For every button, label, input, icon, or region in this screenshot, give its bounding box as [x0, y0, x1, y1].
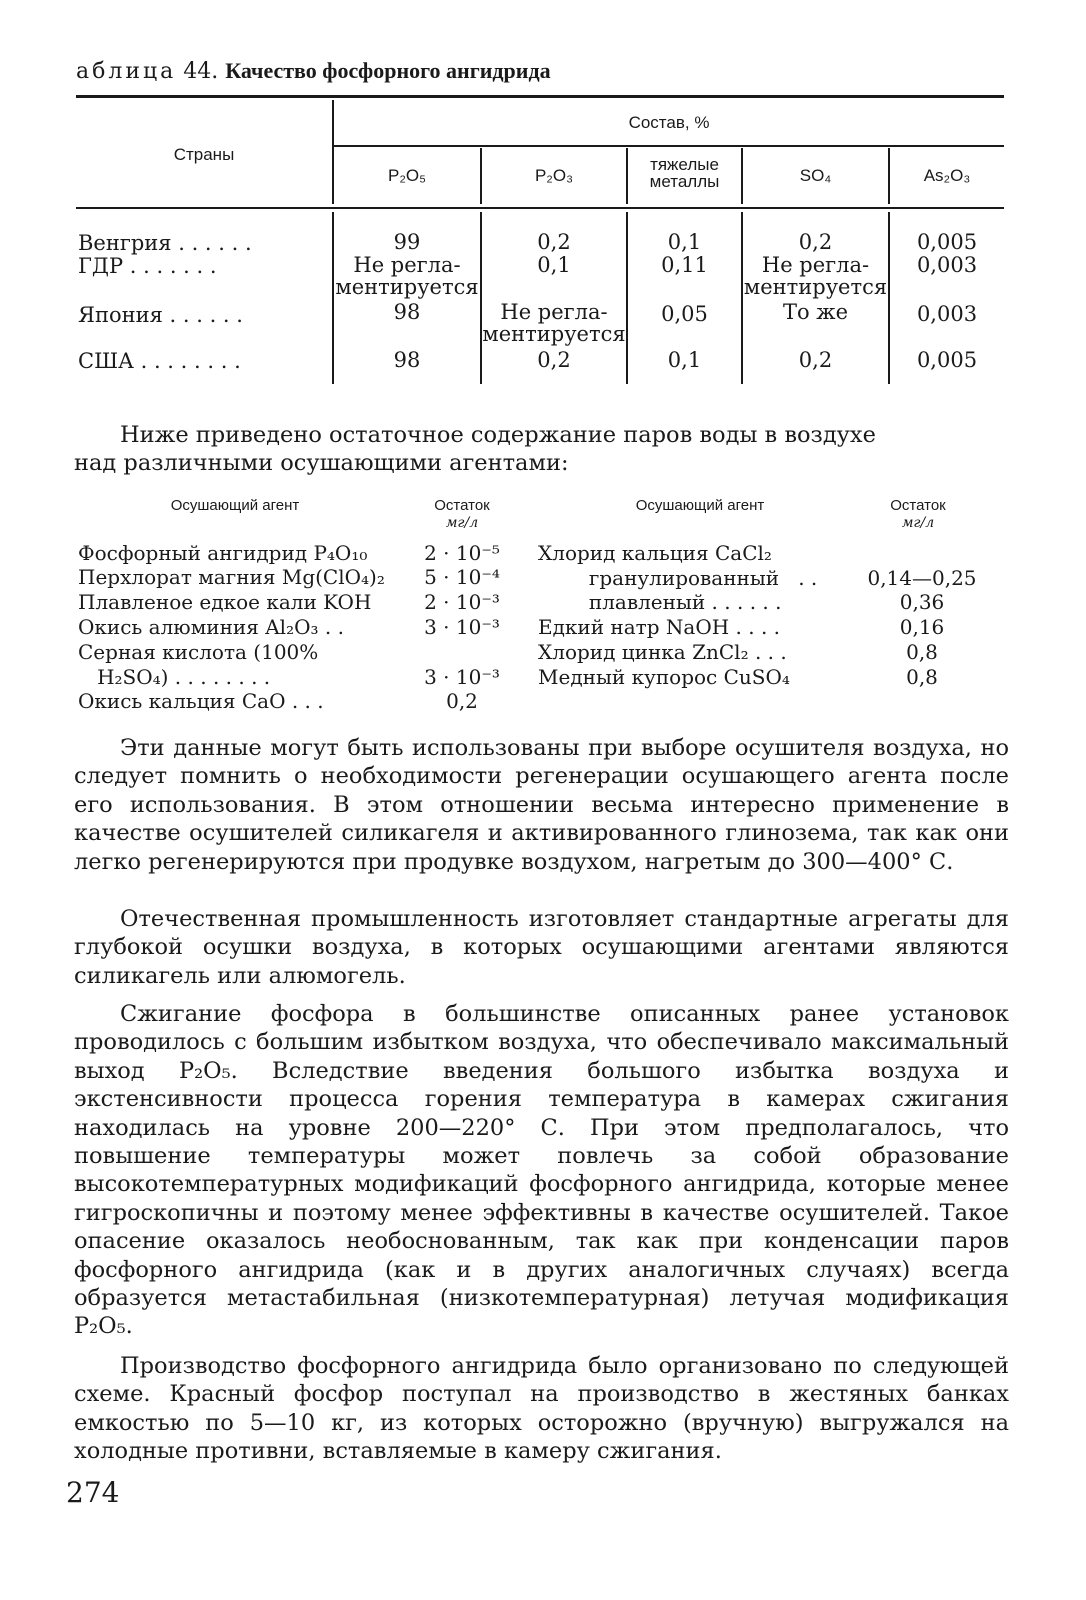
- cell-gdr-so4-line2: ментируется: [743, 275, 888, 299]
- drying-left-value: 3 · 10⁻³: [424, 665, 500, 689]
- drying-left-agent: Перхлорат магния Mg(ClO₄)₂: [78, 565, 385, 589]
- cell-japan-as2o3: 0,003: [916, 302, 978, 326]
- table-title-number: 44.: [183, 59, 219, 84]
- drying-left-value: 2 · 10⁻³: [424, 590, 500, 614]
- drying-right-agent: Медный купорос CuSO₄: [538, 665, 790, 689]
- row-country-usa: США . . . . . . . .: [78, 349, 241, 373]
- row-country-japan: Япония . . . . . .: [78, 303, 243, 327]
- cell-hungary-as2o3: 0,005: [916, 230, 978, 254]
- header-as2o3: As₂O₃: [923, 166, 971, 185]
- header-heavy-metals-line1: тяжелые: [650, 155, 719, 174]
- cell-gdr-metals: 0,11: [661, 253, 708, 277]
- drying-right-value: 0,8: [906, 665, 938, 689]
- drying-left-value: 3 · 10⁻³: [424, 615, 500, 639]
- header-p2o5: P₂O₅: [387, 166, 426, 185]
- cell-japan-metals: 0,05: [661, 302, 708, 326]
- header-heavy-metals-line2: металлы: [649, 172, 720, 191]
- intro-line-2: над различными осушающими агентами:: [74, 450, 569, 477]
- drying-left-value: 0,2: [446, 689, 478, 713]
- drying-left-agent: Серная кислота (100%: [78, 640, 319, 664]
- paragraph-4: [74, 1352, 1009, 1466]
- cell-gdr-as2o3: 0,003: [916, 253, 978, 277]
- drying-head-rest-left: Остаток: [434, 497, 490, 514]
- drying-left-agent: Фосфорный ангидрид P₄O₁₀: [78, 541, 368, 565]
- drying-unit-left: мг/л: [445, 515, 479, 531]
- cell-japan-p2o3-line2: ментируется: [482, 322, 626, 346]
- drying-left-agent: Плавленое едкое кали KOH: [78, 590, 372, 614]
- intro-line-1-text: Ниже приведено остаточное содержание паров воды в воздухе: [120, 422, 876, 448]
- drying-head-agent-left: Осушающий агент: [170, 497, 300, 514]
- table-title: [76, 58, 551, 84]
- cell-usa-as2o3: 0,005: [916, 348, 978, 372]
- row-country-hungary: Венгрия . . . . . .: [78, 231, 252, 255]
- cell-usa-so4: 0,2: [798, 348, 833, 372]
- cell-usa-metals: 0,1: [667, 348, 702, 372]
- table-title-prefix: аблица: [76, 59, 177, 84]
- header-so4: SO₄: [799, 166, 832, 185]
- header-countries: Страны: [173, 145, 235, 164]
- cell-japan-so4: То же: [782, 300, 849, 324]
- cell-hungary-p2o5: 99: [393, 230, 421, 254]
- drying-right-value: 0,8: [906, 640, 938, 664]
- header-heavy-metals: [628, 156, 741, 190]
- paragraph-2: [74, 905, 1009, 990]
- intro-line-1: [74, 421, 1009, 449]
- drying-right-value: 0,14—0,25: [867, 566, 977, 590]
- paragraph-4-text: Производство фосфорного ангидрида было организовано по следующей схеме. Красный фосфор поступал на производство в жестяных банках емкостью по 5—10 кг, из которых осторожно (вручную) выгружался на холодные противни, вставляемые в камеру сжигания.: [74, 1353, 1009, 1465]
- drying-left-agent: Окись алюминия Al₂O₃ . .: [78, 615, 344, 639]
- drying-left-agent: Окись кальция CaO . . .: [78, 689, 324, 713]
- cell-gdr-p2o5-line2: ментируется: [335, 275, 479, 299]
- cell-gdr-p2o5-line1: Не регла-: [353, 253, 461, 277]
- row-country-gdr: ГДР . . . . . . .: [78, 254, 217, 278]
- paragraph-3-text: Сжигание фосфора в большинстве описанных ранее установок проводилось с большим избытком воздуха, что обеспечивало максимальный выход P₂O₅. Вследствие введения большого избытка воздуха и экстенсивности процесса горения температура в камерах сжигания находилась на уровне 200—220° С. При этом предполагалось, что повышение температуры может повлечь за собой образование высокотемпературных модификаций фосфорного ангидрида, которые менее гигроскопичны и поэтому менее эффективны в качестве осушителей. Такое опасение оказалось необоснованным, так как при конденсации паров фосфорного ангидрида (как и в других аналогичных случаях) всегда образуется метастабильная (низкотемпературная) летучая модификация P₂O₅.: [74, 1001, 1009, 1340]
- paragraph-1-text: Эти данные могут быть использованы при выборе осушителя воздуха, но следует помнить о необходимости регенерации осушающего агента после его использования. В этом отношении весьма интересно применение в качестве осушителей силикагеля и активированного глинозема, так как они легко регенерируются при продувке воздухом, нагретым до 300—400° С.: [74, 735, 1009, 875]
- drying-right-agent: Хлорид кальция CaCl₂: [538, 541, 772, 565]
- table-header-bottom-rule: [76, 207, 1004, 209]
- drying-right-agent: плавленый . . . . . .: [538, 590, 782, 614]
- cell-gdr-so4: [743, 254, 888, 298]
- drying-right-agent: Едкий натр NaOH . . . .: [538, 615, 781, 639]
- paragraph-2-text: Отечественная промышленность изготовляет стандартные агрегаты для глубокой осушки воздуха, в которых осушающими агентами являются силикагель или алюмогель.: [74, 906, 1009, 989]
- cell-usa-p2o3: 0,2: [537, 348, 571, 372]
- drying-head-rest-right: Остаток: [890, 497, 946, 514]
- table-top-rule: [76, 95, 1004, 98]
- cell-gdr-p2o5: [334, 254, 480, 298]
- drying-right-value: 0,36: [899, 590, 945, 614]
- drying-right-agent: Хлорид цинка ZnCl₂ . . .: [538, 640, 787, 664]
- drying-right-agent: гранулированный . .: [538, 566, 818, 590]
- cell-usa-p2o5: 98: [393, 348, 421, 372]
- header-p2o3: P₂O₃: [534, 166, 574, 185]
- paragraph-1: [74, 734, 1009, 876]
- header-composition: Состав, %: [628, 113, 710, 132]
- table-subheader-rule: [334, 145, 1004, 147]
- cell-japan-p2o3-line1: Не регла-: [500, 300, 608, 324]
- table-title-name: Качество фосфорного ангидрида: [225, 58, 551, 83]
- cell-hungary-p2o3: 0,2: [537, 230, 571, 254]
- intro-paragraph: [74, 421, 1009, 478]
- drying-left-agent: H₂SO₄) . . . . . . . .: [78, 665, 271, 689]
- cell-gdr-so4-line1: Не регла-: [761, 253, 870, 277]
- drying-left-value: 5 · 10⁻⁴: [424, 565, 500, 589]
- drying-left-value: 2 · 10⁻⁵: [424, 541, 500, 565]
- cell-hungary-so4: 0,2: [798, 230, 833, 254]
- drying-right-value: 0,16: [899, 615, 945, 639]
- cell-hungary-metals: 0,1: [667, 230, 702, 254]
- drying-head-agent-right: Осушающий агент: [635, 497, 765, 514]
- drying-unit-right: мг/л: [901, 515, 935, 531]
- cell-japan-p2o5: 98: [393, 300, 421, 324]
- page-number: 274: [66, 1476, 120, 1509]
- paragraph-3: [74, 1000, 1009, 1341]
- cell-gdr-p2o3: 0,1: [537, 253, 571, 277]
- cell-japan-p2o3: [482, 301, 626, 345]
